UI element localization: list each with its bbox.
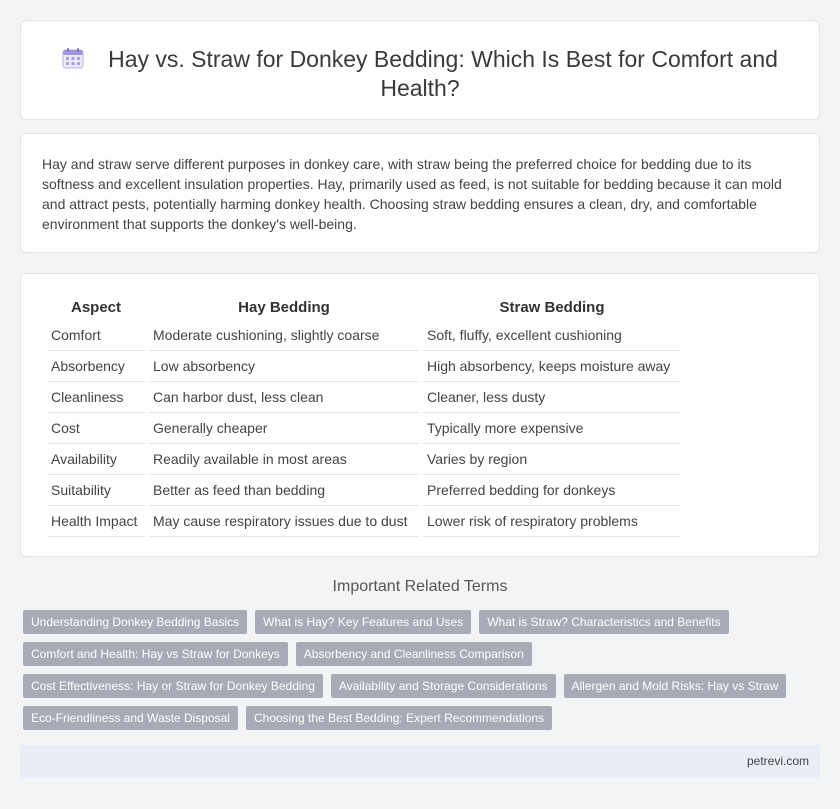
related-term-tag[interactable]: What is Hay? Key Features and Uses bbox=[255, 610, 471, 634]
table-cell: Generally cheaper bbox=[149, 413, 419, 444]
table-row bbox=[47, 382, 681, 413]
related-term-tag[interactable]: Absorbency and Cleanliness Comparison bbox=[296, 642, 532, 666]
table-row bbox=[47, 475, 681, 506]
calendar-icon bbox=[62, 47, 84, 69]
table-cell: Cleanliness bbox=[47, 382, 145, 413]
intro-card bbox=[20, 133, 820, 253]
page-title-wrap bbox=[21, 45, 819, 103]
table-cell: Typically more expensive bbox=[423, 413, 681, 444]
comparison-table bbox=[43, 294, 685, 537]
table-cell: High absorbency, keeps moisture away bbox=[423, 351, 681, 382]
table-cell: Readily available in most areas bbox=[149, 444, 419, 475]
related-term-tag[interactable]: Choosing the Best Bedding: Expert Recommendations bbox=[246, 706, 552, 730]
page-title: Hay vs. Straw for Donkey Bedding: Which Is Best for Comfort and Health? bbox=[108, 46, 778, 101]
table-cell: Better as feed than bedding bbox=[149, 475, 419, 506]
table-cell: Availability bbox=[47, 444, 145, 475]
header-card bbox=[20, 20, 820, 120]
related-term-tag[interactable]: Cost Effectiveness: Hay or Straw for Donkey Bedding bbox=[23, 674, 323, 698]
table-row bbox=[47, 506, 681, 537]
table-cell: Comfort bbox=[47, 320, 145, 351]
table-cell: Cleaner, less dusty bbox=[423, 382, 681, 413]
table-cell: Moderate cushioning, slightly coarse bbox=[149, 320, 419, 351]
table-cell: Absorbency bbox=[47, 351, 145, 382]
table-cell: Low absorbency bbox=[149, 351, 419, 382]
related-term-tag[interactable]: Availability and Storage Considerations bbox=[331, 674, 556, 698]
table-row bbox=[47, 320, 681, 351]
table-cell: Lower risk of respiratory problems bbox=[423, 506, 681, 537]
table-cell: Health Impact bbox=[47, 506, 145, 537]
related-term-tag[interactable]: Understanding Donkey Bedding Basics bbox=[23, 610, 247, 634]
table-cell: Suitability bbox=[47, 475, 145, 506]
column-header-straw: Straw Bedding bbox=[499, 298, 605, 316]
table-cell: Soft, fluffy, excellent cushioning bbox=[423, 320, 681, 351]
footer-site-link[interactable]: petrevi.com bbox=[746, 754, 809, 768]
column-header-aspect: Aspect bbox=[70, 298, 122, 316]
related-term-tag[interactable]: Comfort and Health: Hay vs Straw for Donkeys bbox=[23, 642, 288, 666]
related-terms-list bbox=[23, 610, 813, 730]
comparison-card bbox=[20, 273, 820, 557]
table-cell: May cause respiratory issues due to dust bbox=[149, 506, 419, 537]
intro-paragraph: Hay and straw serve different purposes in donkey care, with straw being the preferred choice for bedding due to its softness and excellent insulation properties. Hay, primarily used as feed, is not suitable for bedding because it can mold and attract pests, potentially harming donkey health. Choosing straw bedding ensures a clean, dry, and comfortable environment that supports the donkey's well-being. bbox=[42, 156, 782, 232]
table-row bbox=[47, 351, 681, 382]
footer bbox=[20, 745, 820, 778]
table-cell: Preferred bedding for donkeys bbox=[423, 475, 681, 506]
related-term-tag[interactable]: What is Straw? Characteristics and Benefits bbox=[479, 610, 728, 634]
table-cell: Cost bbox=[47, 413, 145, 444]
related-term-tag[interactable]: Eco-Friendliness and Waste Disposal bbox=[23, 706, 238, 730]
table-row bbox=[47, 444, 681, 475]
table-header-row bbox=[47, 294, 681, 320]
related-term-tag[interactable]: Allergen and Mold Risks: Hay vs Straw bbox=[564, 674, 787, 698]
table-cell: Varies by region bbox=[423, 444, 681, 475]
table-row bbox=[47, 413, 681, 444]
related-terms-title: Important Related Terms bbox=[332, 578, 508, 595]
table-cell: Can harbor dust, less clean bbox=[149, 382, 419, 413]
column-header-hay: Hay Bedding bbox=[238, 298, 330, 316]
